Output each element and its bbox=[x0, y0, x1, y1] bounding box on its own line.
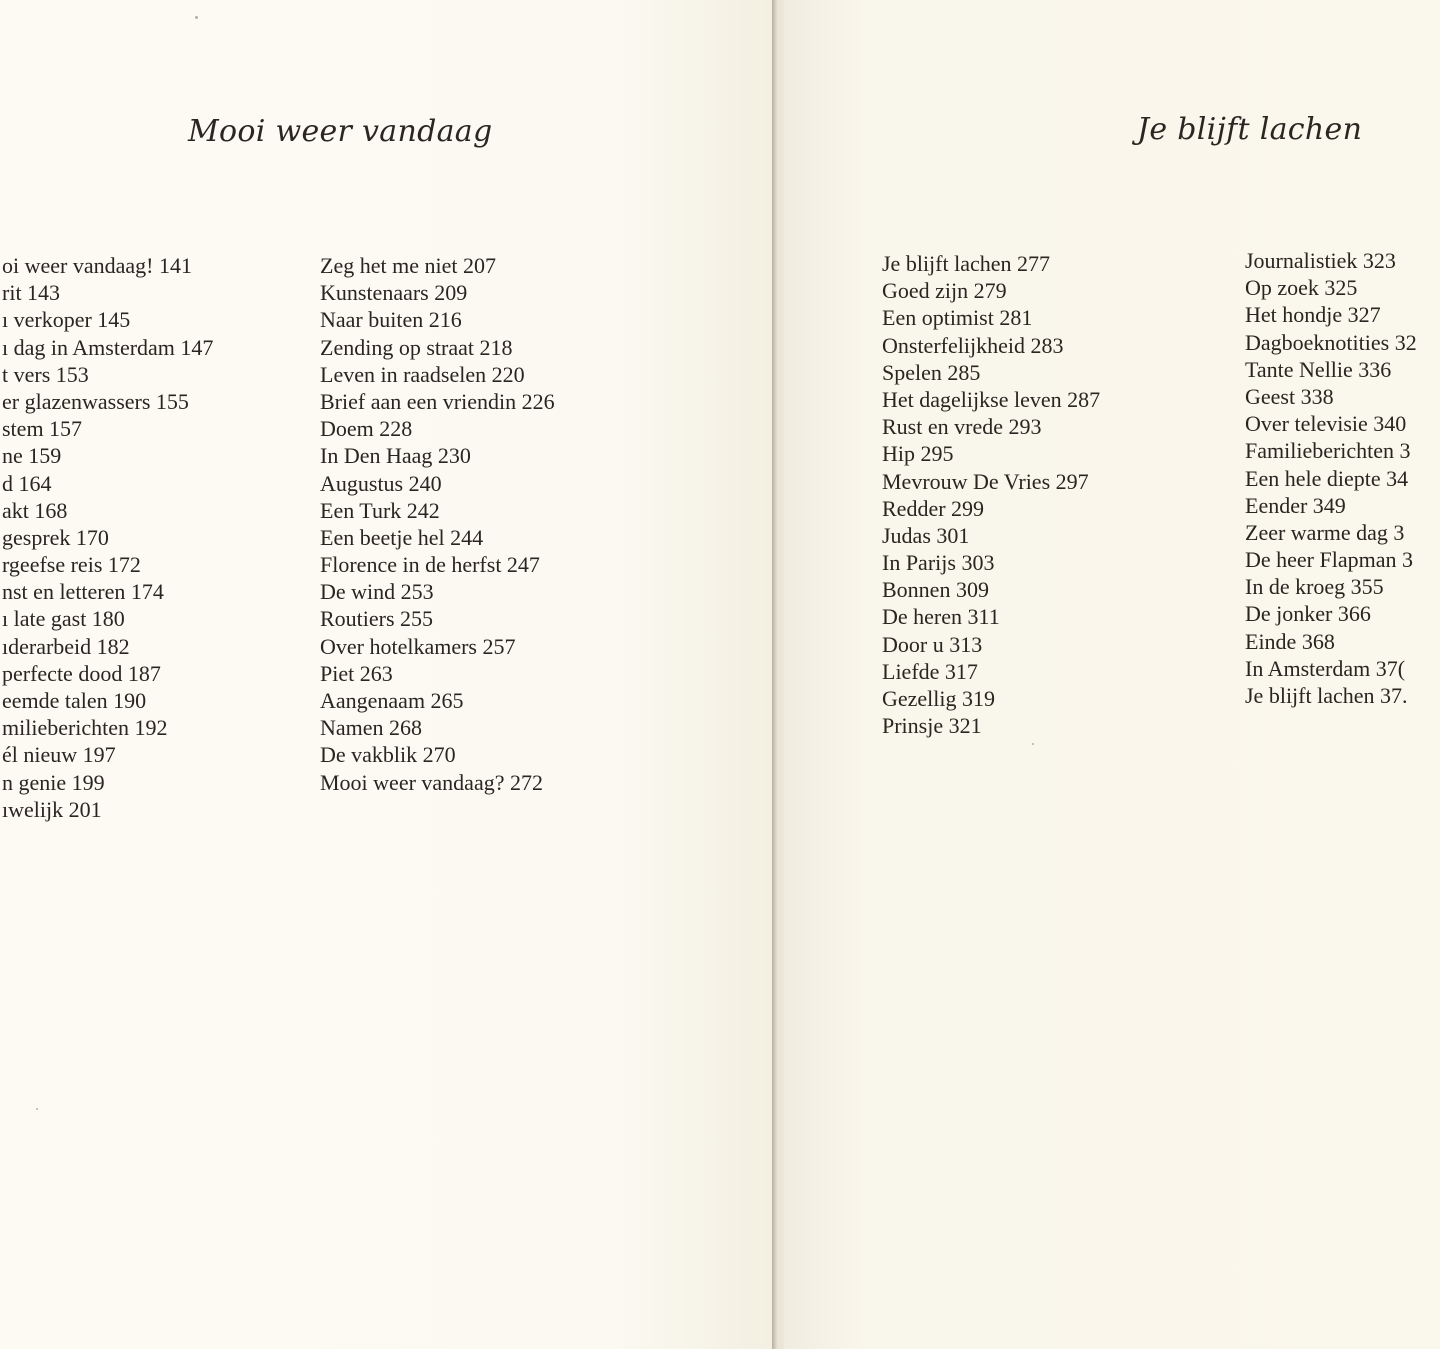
toc-entry: Namen 268 bbox=[320, 715, 423, 741]
toc-entry: Over hotelkamers 257 bbox=[320, 633, 516, 659]
toc-entry: milieberichten 192 bbox=[2, 715, 168, 741]
toc-entry: Een beetje hel 244 bbox=[320, 524, 484, 550]
toc-entry: ı late gast 180 bbox=[2, 606, 125, 632]
paper-speck bbox=[195, 16, 198, 19]
toc-entry: In Amsterdam 37( bbox=[1245, 655, 1406, 681]
toc-entry: Journalistiek 323 bbox=[1245, 248, 1396, 273]
toc-entry: Redder 299 bbox=[882, 495, 985, 521]
book-gutter bbox=[772, 0, 784, 1349]
toc-entry: Routiers 255 bbox=[320, 606, 434, 632]
toc-entry: n genie 199 bbox=[2, 769, 105, 795]
toc-entry: De jonker 366 bbox=[1245, 601, 1371, 627]
toc-entry: Einde 368 bbox=[1245, 628, 1335, 654]
toc-entry: Florence in de herfst 247 bbox=[320, 552, 540, 578]
toc-entry: Dagboeknotities 32 bbox=[1245, 329, 1417, 355]
right-section-title: Je blijft lachen bbox=[1137, 112, 1363, 147]
toc-entry: Leven in raadselen 220 bbox=[320, 361, 525, 387]
toc-entry: Zeg het me niet 207 bbox=[320, 253, 496, 278]
toc-entry: akt 168 bbox=[2, 497, 68, 523]
left-toc-column-2 bbox=[320, 252, 555, 796]
toc-entry: Gezellig 319 bbox=[882, 686, 996, 711]
toc-entry: De wind 253 bbox=[320, 579, 434, 605]
toc-entry: Geest 338 bbox=[1245, 383, 1334, 409]
toc-entry: De heer Flapman 3 bbox=[1245, 547, 1413, 573]
toc-entry: Een optimist 281 bbox=[882, 305, 1033, 331]
toc-entry: De heren 311 bbox=[882, 604, 1000, 630]
toc-entry: Het dagelijkse leven 287 bbox=[882, 386, 1101, 412]
toc-entry: Een Turk 242 bbox=[320, 497, 440, 523]
toc-entry: perfecte dood 187 bbox=[2, 660, 161, 686]
toc-entry: Een hele diepte 34 bbox=[1245, 465, 1409, 491]
paper-speck bbox=[36, 1108, 38, 1110]
right-toc-column-2 bbox=[1245, 247, 1417, 709]
toc-entry: In Parijs 303 bbox=[882, 550, 995, 576]
toc-entry: Je blijft lachen 277 bbox=[882, 251, 1051, 276]
toc-entry: In de kroeg 355 bbox=[1245, 574, 1384, 600]
toc-entry: Tante Nellie 336 bbox=[1245, 356, 1392, 382]
toc-entry: Brief aan een vriendin 226 bbox=[320, 388, 555, 414]
toc-entry: Door u 313 bbox=[882, 631, 983, 657]
toc-entry: él nieuw 197 bbox=[2, 742, 116, 768]
toc-entry: er glazenwassers 155 bbox=[2, 388, 189, 414]
toc-entry: Naar buiten 216 bbox=[320, 307, 462, 333]
right-page bbox=[784, 0, 1440, 1349]
toc-entry: Prinsje 321 bbox=[882, 713, 982, 739]
toc-entry: In Den Haag 230 bbox=[320, 443, 471, 469]
toc-entry: stem 157 bbox=[2, 416, 83, 442]
toc-entry: Onsterfelijkheid 283 bbox=[882, 332, 1064, 358]
right-toc-column-1 bbox=[882, 250, 1100, 739]
toc-entry: ıderarbeid 182 bbox=[2, 633, 130, 659]
toc-entry: Mooi weer vandaag? 272 bbox=[320, 769, 543, 795]
toc-entry: ıwelijk 201 bbox=[2, 796, 102, 822]
toc-entry: gesprek 170 bbox=[2, 524, 109, 550]
toc-entry: oi weer vandaag! 141 bbox=[2, 253, 192, 278]
toc-entry: rgeefse reis 172 bbox=[2, 552, 141, 578]
toc-entry: Op zoek 325 bbox=[1245, 275, 1358, 301]
toc-entry: Over televisie 340 bbox=[1245, 411, 1407, 437]
toc-entry: nst en letteren 174 bbox=[2, 579, 164, 605]
toc-entry: Augustus 240 bbox=[320, 470, 442, 496]
toc-entry: Het hondje 327 bbox=[1245, 302, 1381, 328]
toc-entry: ı dag in Amsterdam 147 bbox=[2, 334, 214, 360]
toc-entry: Zeer warme dag 3 bbox=[1245, 519, 1405, 545]
toc-entry: Liefde 317 bbox=[882, 658, 978, 684]
toc-entry: Mevrouw De Vries 297 bbox=[882, 468, 1089, 494]
toc-entry: d 164 bbox=[2, 470, 52, 496]
toc-entry: ne 159 bbox=[2, 443, 62, 469]
toc-entry: Hip 295 bbox=[882, 441, 954, 467]
toc-entry: eemde talen 190 bbox=[2, 688, 147, 713]
toc-entry: Bonnen 309 bbox=[882, 577, 989, 603]
toc-entry: Aangenaam 265 bbox=[320, 688, 464, 713]
toc-entry: rit 143 bbox=[2, 280, 61, 306]
toc-entry: Rust en vrede 293 bbox=[882, 414, 1042, 440]
toc-entry: t vers 153 bbox=[2, 361, 89, 387]
paper-speck bbox=[1032, 743, 1034, 745]
toc-entry: De vakblik 270 bbox=[320, 742, 456, 768]
toc-entry: Judas 301 bbox=[882, 522, 970, 548]
toc-entry: Doem 228 bbox=[320, 416, 413, 442]
toc-entry: Piet 263 bbox=[320, 660, 393, 686]
toc-entry: Zending op straat 218 bbox=[320, 334, 513, 360]
toc-entry: Kunstenaars 209 bbox=[320, 280, 468, 306]
toc-entry: Familieberichten 3 bbox=[1245, 438, 1411, 464]
toc-entry: Eender 349 bbox=[1245, 492, 1346, 518]
toc-entry: Je blijft lachen 37. bbox=[1245, 683, 1408, 708]
toc-entry: Goed zijn 279 bbox=[882, 278, 1007, 304]
toc-entry: Spelen 285 bbox=[882, 359, 981, 385]
left-toc-column-1 bbox=[2, 252, 213, 823]
left-section-title: Mooi weer vandaag bbox=[188, 114, 493, 149]
toc-entry: ı verkoper 145 bbox=[2, 307, 131, 333]
